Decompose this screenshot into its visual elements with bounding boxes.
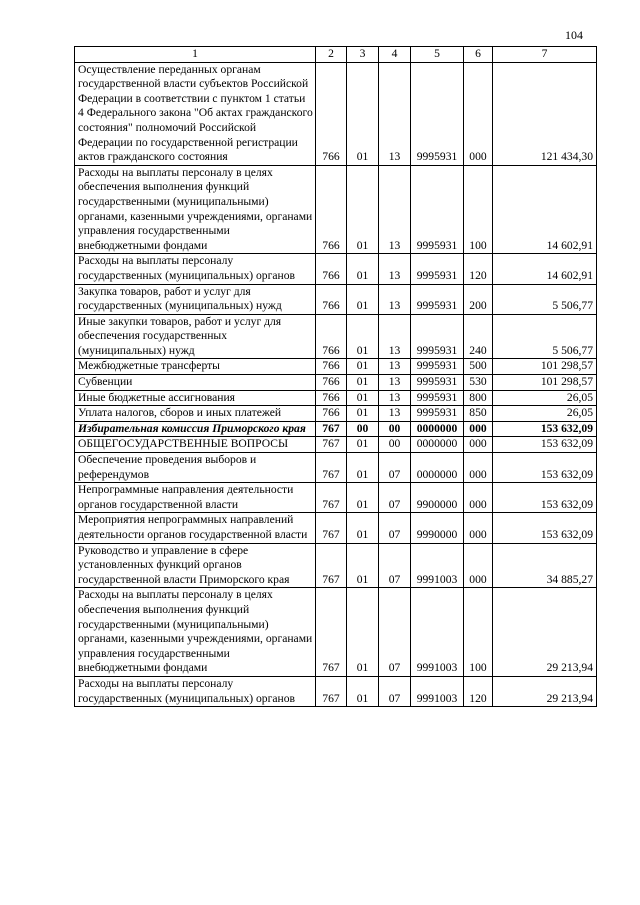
subsection-cell: 13 bbox=[379, 165, 411, 254]
amount-cell: 14 602,91 bbox=[493, 254, 597, 284]
admin-code-cell: 767 bbox=[316, 588, 347, 677]
table-row bbox=[75, 437, 597, 453]
row-name-cell: Расходы на выплаты персоналу государственных (муниципальных) органов bbox=[75, 676, 316, 706]
row-name-cell: Иные закупки товаров, работ и услуг для обеспечения государственных (муниципальных) нужд bbox=[75, 314, 316, 359]
amount-cell: 101 298,57 bbox=[493, 375, 597, 391]
subsection-cell: 00 bbox=[379, 437, 411, 453]
amount-cell: 5 506,77 bbox=[493, 284, 597, 314]
row-name-cell: Субвенции bbox=[75, 375, 316, 391]
admin-code-cell: 766 bbox=[316, 406, 347, 422]
section-cell: 01 bbox=[347, 284, 379, 314]
subsection-cell: 13 bbox=[379, 62, 411, 165]
target-article-cell: 9990000 bbox=[411, 513, 464, 543]
expense-type-cell: 000 bbox=[464, 437, 493, 453]
section-cell: 01 bbox=[347, 543, 379, 588]
section-cell: 01 bbox=[347, 390, 379, 406]
row-name-cell: ОБЩЕГОСУДАРСТВЕННЫЕ ВОПРОСЫ bbox=[75, 437, 316, 453]
expense-type-cell: 000 bbox=[464, 483, 493, 513]
section-cell: 01 bbox=[347, 676, 379, 706]
target-article-cell: 9995931 bbox=[411, 359, 464, 375]
section-cell: 01 bbox=[347, 513, 379, 543]
expense-type-cell: 200 bbox=[464, 284, 493, 314]
amount-cell: 26,05 bbox=[493, 406, 597, 422]
admin-code-cell: 766 bbox=[316, 165, 347, 254]
section-cell: 01 bbox=[347, 314, 379, 359]
target-article-cell: 9995931 bbox=[411, 390, 464, 406]
expense-type-cell: 000 bbox=[464, 543, 493, 588]
subsection-cell: 00 bbox=[379, 421, 411, 437]
expense-type-cell: 530 bbox=[464, 375, 493, 391]
expense-type-cell: 120 bbox=[464, 676, 493, 706]
expense-type-cell: 100 bbox=[464, 588, 493, 677]
admin-code-cell: 766 bbox=[316, 62, 347, 165]
table-row bbox=[75, 284, 597, 314]
admin-code-cell: 766 bbox=[316, 314, 347, 359]
admin-code-cell: 766 bbox=[316, 359, 347, 375]
table-row bbox=[75, 676, 597, 706]
admin-code-cell: 767 bbox=[316, 437, 347, 453]
table-row bbox=[75, 453, 597, 483]
subsection-cell: 13 bbox=[379, 314, 411, 359]
section-cell: 01 bbox=[347, 437, 379, 453]
amount-cell: 101 298,57 bbox=[493, 359, 597, 375]
target-article-cell: 9995931 bbox=[411, 375, 464, 391]
row-name-cell: Мероприятия непрограммных направлений деятельности органов государственной власти bbox=[75, 513, 316, 543]
row-name-cell: Расходы на выплаты персоналу в целях обеспечения выполнения функций государственными (муниципальными) органами, казенными учреждениями, органами управления государственными внебюджетными фондами bbox=[75, 588, 316, 677]
header-cell: 2 bbox=[316, 47, 347, 63]
section-cell: 00 bbox=[347, 421, 379, 437]
amount-cell: 153 632,09 bbox=[493, 437, 597, 453]
header-cell: 1 bbox=[75, 47, 316, 63]
admin-code-cell: 766 bbox=[316, 254, 347, 284]
page-number: 104 bbox=[565, 28, 583, 42]
row-name-cell: Руководство и управление в сфере установленных функций органов государственной власти Приморского края bbox=[75, 543, 316, 588]
admin-code-cell: 766 bbox=[316, 390, 347, 406]
amount-cell: 153 632,09 bbox=[493, 483, 597, 513]
amount-cell: 29 213,94 bbox=[493, 676, 597, 706]
amount-cell: 153 632,09 bbox=[493, 421, 597, 437]
target-article-cell: 9995931 bbox=[411, 284, 464, 314]
admin-code-cell: 767 bbox=[316, 483, 347, 513]
subsection-cell: 07 bbox=[379, 453, 411, 483]
expense-type-cell: 000 bbox=[464, 513, 493, 543]
expense-type-cell: 800 bbox=[464, 390, 493, 406]
section-cell: 01 bbox=[347, 406, 379, 422]
admin-code-cell: 767 bbox=[316, 421, 347, 437]
row-name-cell: Уплата налогов, сборов и иных платежей bbox=[75, 406, 316, 422]
expense-type-cell: 240 bbox=[464, 314, 493, 359]
row-name-cell: Непрограммные направления деятельности органов государственной власти bbox=[75, 483, 316, 513]
expense-type-cell: 000 bbox=[464, 62, 493, 165]
subsection-cell: 13 bbox=[379, 375, 411, 391]
expense-type-cell: 000 bbox=[464, 453, 493, 483]
subsection-cell: 07 bbox=[379, 588, 411, 677]
table-row bbox=[75, 375, 597, 391]
amount-cell: 153 632,09 bbox=[493, 513, 597, 543]
budget-table bbox=[74, 46, 597, 707]
target-article-cell: 9995931 bbox=[411, 254, 464, 284]
table-row bbox=[75, 359, 597, 375]
amount-cell: 29 213,94 bbox=[493, 588, 597, 677]
section-cell: 01 bbox=[347, 375, 379, 391]
table-row bbox=[75, 314, 597, 359]
table-row bbox=[75, 513, 597, 543]
section-cell: 01 bbox=[347, 588, 379, 677]
table-row bbox=[75, 543, 597, 588]
target-article-cell: 9991003 bbox=[411, 588, 464, 677]
row-name-cell: Избирательная комиссия Приморского края bbox=[75, 421, 316, 437]
amount-cell: 153 632,09 bbox=[493, 453, 597, 483]
table-row bbox=[75, 390, 597, 406]
expense-type-cell: 120 bbox=[464, 254, 493, 284]
table-row bbox=[75, 165, 597, 254]
header-cell: 3 bbox=[347, 47, 379, 63]
header-cell: 6 bbox=[464, 47, 493, 63]
header-cell: 7 bbox=[493, 47, 597, 63]
section-cell: 01 bbox=[347, 165, 379, 254]
admin-code-cell: 767 bbox=[316, 543, 347, 588]
header-cell: 4 bbox=[379, 47, 411, 63]
admin-code-cell: 767 bbox=[316, 676, 347, 706]
section-cell: 01 bbox=[347, 483, 379, 513]
table-row bbox=[75, 254, 597, 284]
amount-cell: 14 602,91 bbox=[493, 165, 597, 254]
target-article-cell: 0000000 bbox=[411, 421, 464, 437]
row-name-cell: Закупка товаров, работ и услуг для государственных (муниципальных) нужд bbox=[75, 284, 316, 314]
subsection-cell: 07 bbox=[379, 483, 411, 513]
target-article-cell: 9900000 bbox=[411, 483, 464, 513]
row-name-cell: Осуществление переданных органам государственной власти субъектов Российской Федерации в соответствии с пунктом 1 статьи 4 Федерального закона "Об актах гражданского состояния" полномочий Российской Федерации по государственной регистрации актов гражданского состояния bbox=[75, 62, 316, 165]
target-article-cell: 9995931 bbox=[411, 62, 464, 165]
subsection-cell: 13 bbox=[379, 406, 411, 422]
amount-cell: 26,05 bbox=[493, 390, 597, 406]
subsection-cell: 07 bbox=[379, 543, 411, 588]
admin-code-cell: 767 bbox=[316, 453, 347, 483]
section-cell: 01 bbox=[347, 453, 379, 483]
subsection-cell: 13 bbox=[379, 254, 411, 284]
expense-type-cell: 000 bbox=[464, 421, 493, 437]
target-article-cell: 9991003 bbox=[411, 676, 464, 706]
row-name-cell: Расходы на выплаты персоналу в целях обеспечения выполнения функций государственными (муниципальными) органами, казенными учреждениями, органами управления государственными внебюджетными фондами bbox=[75, 165, 316, 254]
target-article-cell: 9995931 bbox=[411, 314, 464, 359]
subsection-cell: 13 bbox=[379, 284, 411, 314]
row-name-cell: Обеспечение проведения выборов и референдумов bbox=[75, 453, 316, 483]
expense-type-cell: 500 bbox=[464, 359, 493, 375]
expense-type-cell: 850 bbox=[464, 406, 493, 422]
amount-cell: 5 506,77 bbox=[493, 314, 597, 359]
amount-cell: 121 434,30 bbox=[493, 62, 597, 165]
section-cell: 01 bbox=[347, 62, 379, 165]
amount-cell: 34 885,27 bbox=[493, 543, 597, 588]
subsection-cell: 13 bbox=[379, 390, 411, 406]
admin-code-cell: 767 bbox=[316, 513, 347, 543]
target-article-cell: 9995931 bbox=[411, 165, 464, 254]
expense-type-cell: 100 bbox=[464, 165, 493, 254]
subsection-cell: 07 bbox=[379, 513, 411, 543]
row-name-cell: Расходы на выплаты персоналу государственных (муниципальных) органов bbox=[75, 254, 316, 284]
target-article-cell: 9991003 bbox=[411, 543, 464, 588]
table-row bbox=[75, 421, 597, 437]
row-name-cell: Иные бюджетные ассигнования bbox=[75, 390, 316, 406]
target-article-cell: 0000000 bbox=[411, 437, 464, 453]
table-row bbox=[75, 588, 597, 677]
target-article-cell: 0000000 bbox=[411, 453, 464, 483]
row-name-cell: Межбюджетные трансферты bbox=[75, 359, 316, 375]
admin-code-cell: 766 bbox=[316, 284, 347, 314]
header-cell: 5 bbox=[411, 47, 464, 63]
subsection-cell: 13 bbox=[379, 359, 411, 375]
section-cell: 01 bbox=[347, 359, 379, 375]
table-row bbox=[75, 483, 597, 513]
admin-code-cell: 766 bbox=[316, 375, 347, 391]
table-row bbox=[75, 406, 597, 422]
section-cell: 01 bbox=[347, 254, 379, 284]
target-article-cell: 9995931 bbox=[411, 406, 464, 422]
table-header-row bbox=[75, 47, 597, 63]
subsection-cell: 07 bbox=[379, 676, 411, 706]
table-row bbox=[75, 62, 597, 165]
